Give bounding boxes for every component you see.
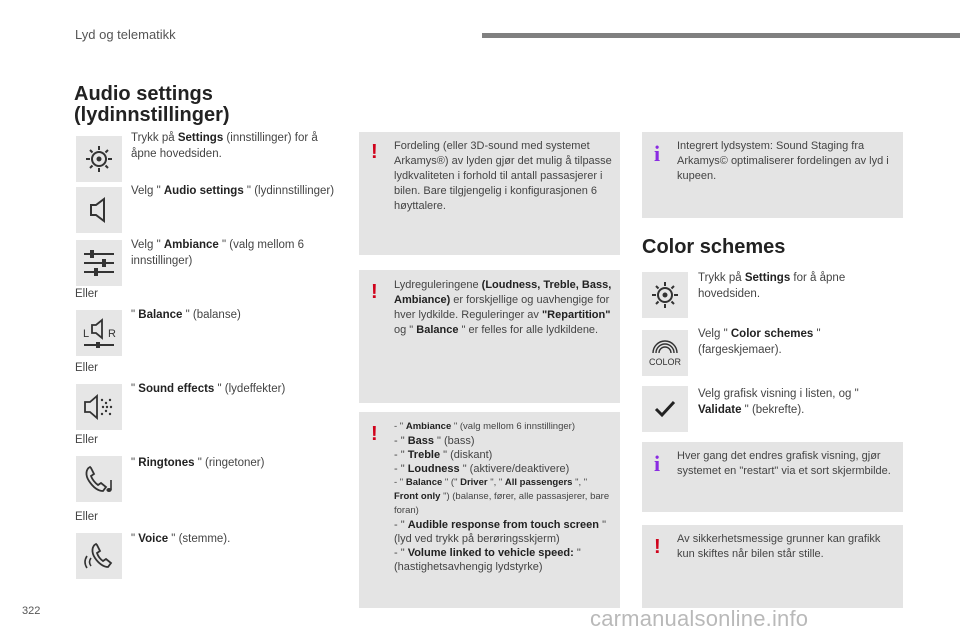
note-text: Fordeling (eller 3D-sound med systemet Arkamys®) av lyden gjør det mulig å tilpasse lydkvaliteten i forhold til antall passasjerer i bilen. Bare tilgjengelig i konfigurasjonen 6 høyttalere.	[394, 140, 612, 212]
color-step-schemes: Velg " Color schemes " (fargeskjemaer).	[698, 328, 821, 356]
color-schemes-title: Color schemes	[642, 236, 786, 258]
list-item: - " Audible response from touch screen " (lyd ved trykk på berøringsskjerm)	[394, 519, 606, 545]
speaker-icon	[76, 187, 122, 233]
list-item: - " Treble " (diskant)	[394, 449, 493, 461]
list-item: - " Balance " (" Driver ", " All passengers ", " Front only ") (balanse, fører, alle passasjerer, bare foran)	[394, 477, 610, 516]
list-item: - " Bass " (bass)	[394, 435, 475, 447]
warning-icon: !	[371, 281, 378, 303]
balance-right-label: R	[108, 328, 116, 340]
list-item: - " Volume linked to vehicle speed: " (hastighetsavhengig lydstyrke)	[394, 547, 581, 573]
warning-icon: !	[371, 141, 378, 163]
note-restart	[642, 442, 903, 512]
audio-step-ambiance: Velg " Ambiance " (valg mellom 6 innstillinger)	[131, 239, 305, 267]
audio-step-audio-settings: Velg " Audio settings " (lydinnstillinger)	[131, 185, 335, 197]
note-integrated-sound	[642, 132, 903, 218]
color-step-settings: Trykk på Settings for å åpne hovedsiden.	[698, 272, 846, 300]
settings-icon	[76, 136, 122, 182]
info-icon: i	[654, 451, 661, 476]
color-icon-label: COLOR	[648, 357, 682, 367]
warning-icon: !	[371, 423, 378, 445]
note-sound-distribution	[359, 132, 620, 255]
or-label: Eller	[75, 288, 99, 300]
audio-step-settings: Trykk på Settings (innstillinger) for å åpne hovedsiden.	[131, 132, 318, 160]
balance-left-label: L	[83, 328, 90, 340]
voice-icon	[76, 533, 122, 579]
audio-step-ringtones: " Ringtones " (ringetoner)	[131, 457, 265, 469]
sound-effects-icon	[76, 384, 122, 430]
note-text: Integrert lydsystem: Sound Staging fra Arkamys© optimaliserer fordelingen av lyd i kupeen.	[677, 140, 889, 182]
or-label: Eller	[75, 362, 99, 374]
checkmark-icon	[642, 386, 688, 432]
section-header: Lyd og telematikk	[75, 27, 176, 42]
note-sound-controls	[359, 270, 620, 403]
audio-step-voice: " Voice " (stemme).	[131, 533, 231, 545]
info-icon: i	[654, 141, 661, 166]
list-item: - " Ambiance " (valg mellom 6 innstillinger)	[394, 421, 575, 432]
color-scheme-icon	[642, 330, 688, 376]
settings-list	[394, 420, 614, 574]
page-number: 322	[22, 605, 41, 617]
warning-icon: !	[654, 536, 661, 558]
audio-step-sound-effects: " Sound effects " (lydeffekter)	[131, 383, 286, 395]
note-text: Lydreguleringene (Loudness, Treble, Bass, Ambiance) er forskjellige og uavhengige for hver lydkilde. Reguleringer av "Repartition" og " Balance " er felles for alle lydkildene.	[394, 279, 612, 336]
equalizer-icon	[76, 240, 122, 286]
note-text: Hver gang det endres grafisk visning, gjør systemet en "restart" via et sort skjermbilde.	[677, 450, 891, 477]
note-safety	[642, 525, 903, 608]
note-settings-list	[359, 412, 620, 608]
audio-step-balance: " Balance " (balanse)	[131, 309, 241, 321]
color-step-validate: Velg grafisk visning i listen, og " Validate " (bekrefte).	[698, 388, 859, 416]
balance-icon	[76, 310, 122, 356]
title-line-1: Audio settings	[74, 83, 213, 105]
note-text: Av sikkerhetsmessige grunner kan grafikk kun skiftes når bilen står stille.	[677, 533, 881, 560]
watermark: carmanualsonline.info	[590, 606, 809, 631]
settings-icon	[642, 272, 688, 318]
header-bar	[482, 33, 960, 38]
or-label: Eller	[75, 434, 99, 446]
audio-settings-title	[74, 84, 230, 126]
title-line-2: (lydinnstillinger)	[74, 104, 230, 126]
list-item: - " Loudness " (aktivere/deaktivere)	[394, 463, 570, 475]
ringtones-icon	[76, 456, 122, 502]
or-label: Eller	[75, 511, 99, 523]
